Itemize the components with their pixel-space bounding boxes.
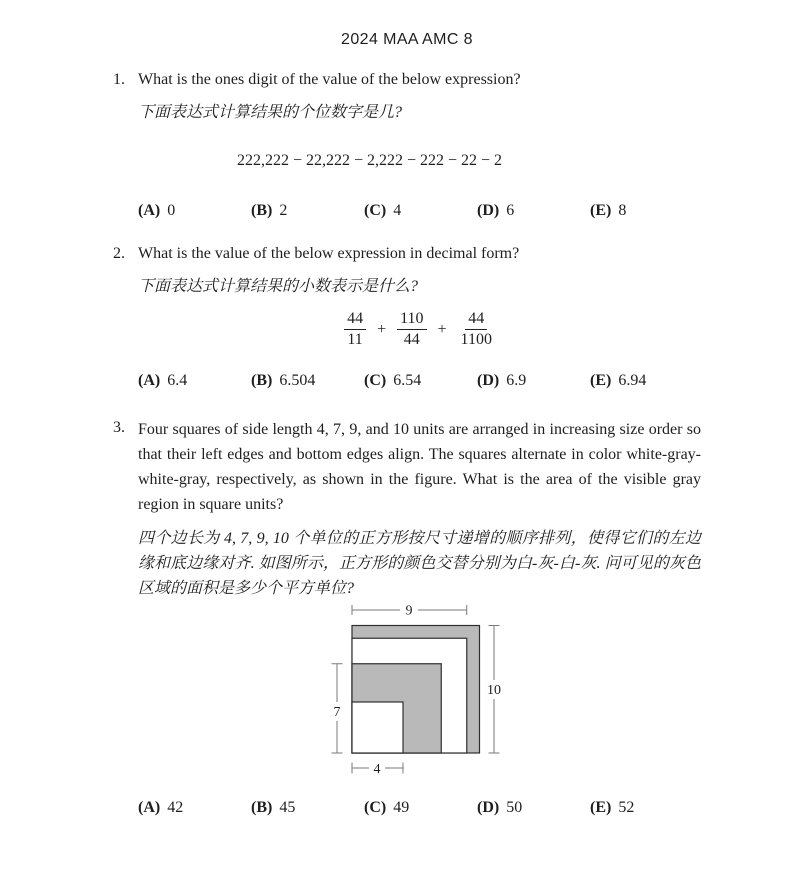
squares-figure [318, 601, 701, 781]
option-b [251, 797, 364, 819]
option-value: 6.4 [167, 372, 188, 389]
option-label: (C) [364, 372, 387, 389]
fraction-1-numerator: 44 [344, 311, 366, 330]
option-value: 45 [279, 799, 296, 816]
option-label: (B) [251, 202, 273, 219]
question-1-expression [138, 150, 701, 172]
option-b [251, 200, 364, 222]
expression-text: 222,222 − 22,222 − 2,222 − 222 − 22 − 2 [236, 152, 503, 169]
question-2-options [138, 370, 701, 392]
option-value: 6.9 [506, 372, 527, 389]
option-a [138, 200, 251, 222]
dim-label-top: 9 [405, 603, 413, 619]
option-c [364, 797, 477, 819]
option-label: (E) [590, 799, 612, 816]
fraction-3-denominator: 1100 [460, 331, 492, 348]
option-label: (D) [477, 799, 500, 816]
option-label: (A) [138, 202, 161, 219]
option-value: 8 [618, 202, 627, 219]
fraction-3-numerator: 44 [465, 311, 487, 330]
option-e [590, 370, 701, 392]
fraction-2-numerator: 110 [397, 311, 426, 330]
nested-squares [352, 626, 480, 754]
option-value: 4 [393, 202, 402, 219]
option-d [477, 200, 590, 222]
question-2-text-en: What is the value of the below expression in decimal form? [138, 245, 520, 262]
question-3 [113, 417, 701, 819]
question-1 [113, 69, 701, 222]
option-label: (E) [590, 372, 612, 389]
option-value: 6.504 [279, 372, 316, 389]
option-value: 52 [618, 799, 635, 816]
fraction-2-denominator: 44 [403, 331, 420, 348]
question-3-options [138, 797, 701, 819]
option-value: 50 [506, 799, 523, 816]
option-label: (D) [477, 372, 500, 389]
option-c [364, 200, 477, 222]
fraction-3 [458, 311, 495, 348]
option-label: (C) [364, 799, 387, 816]
option-label: (A) [138, 799, 161, 816]
option-label: (E) [590, 202, 612, 219]
question-1-number: 1. [113, 71, 125, 88]
option-value: 6.94 [618, 372, 647, 389]
option-d [477, 797, 590, 819]
option-e [590, 200, 701, 222]
squares-diagram [318, 601, 514, 781]
question-2-text-zh: 下面表达式计算结果的小数表示是什么? [138, 278, 419, 295]
option-d [477, 370, 590, 392]
square-4-white [352, 702, 403, 753]
question-1-text-en: What is the ones digit of the value of the below expression? [138, 71, 521, 88]
option-label: (C) [364, 202, 387, 219]
option-value: 6.54 [393, 372, 422, 389]
option-b [251, 370, 364, 392]
option-label: (D) [477, 202, 500, 219]
option-a [138, 797, 251, 819]
option-value: 6 [506, 202, 515, 219]
option-label: (B) [251, 372, 273, 389]
plus-operator: + [377, 320, 387, 338]
question-3-number: 3. [113, 419, 125, 436]
plus-operator: + [437, 320, 447, 338]
question-1-options [138, 200, 701, 222]
option-c [364, 370, 477, 392]
question-2-expression [138, 311, 701, 348]
page-title: 2024 MAA AMC 8 [341, 31, 473, 48]
question-2-number: 2. [113, 245, 125, 262]
fraction-1-denominator: 11 [347, 331, 363, 348]
option-a [138, 370, 251, 392]
dim-label-right: 10 [487, 683, 501, 698]
option-value: 49 [393, 799, 410, 816]
question-1-text-zh: 下面表达式计算结果的个位数字是几? [138, 104, 403, 121]
question-3-text-en: Four squares of side length 4, 7, 9, and 10 units are arranged in increasing size order so that their left edges and bottom edges align. The squares alternate in color white-gray-white-gray, respectively, as shown in the figure. What is the area of the visible gray region in square units? [138, 421, 701, 513]
option-label: (A) [138, 372, 161, 389]
option-label: (B) [251, 799, 273, 816]
dim-label-bottom: 4 [373, 762, 381, 777]
dim-label-left: 7 [333, 705, 341, 720]
fraction-2 [397, 311, 426, 348]
fraction-1 [344, 311, 366, 348]
question-3-text-zh: 四个边长为 4, 7, 9, 10 个单位的正方形按尺寸递增的顺序排列，使得它们的左边缘和底边缘对齐. 如图所示，正方形的颜色交替分别为白-灰-白-灰. 问可见的灰色区域的面积是多少个平方单位? [138, 530, 701, 597]
option-value: 42 [167, 799, 184, 816]
option-e [590, 797, 701, 819]
question-2 [113, 243, 701, 392]
option-value: 2 [279, 202, 288, 219]
option-value: 0 [167, 202, 176, 219]
